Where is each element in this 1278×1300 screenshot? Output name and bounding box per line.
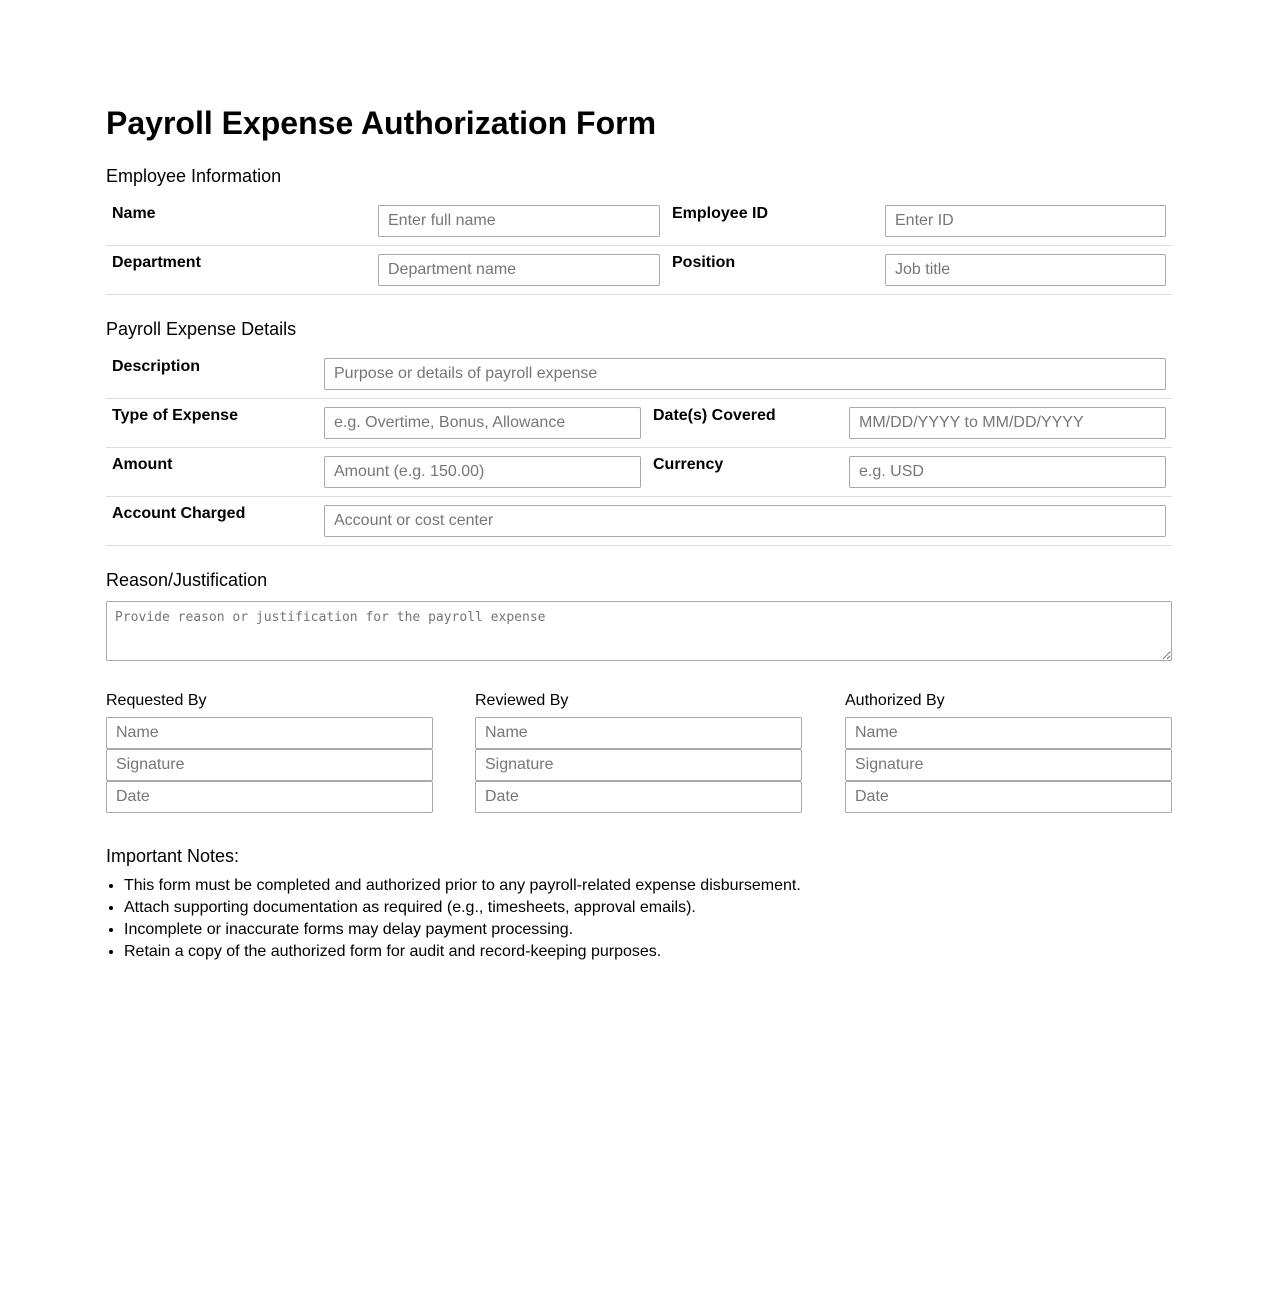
- authorized-by-heading: Authorized By: [845, 692, 945, 709]
- note-item: • Retain a copy of the authorized form for audit and record-keeping purposes.: [124, 941, 801, 963]
- employee-row-2: [106, 246, 1172, 295]
- dates-covered-input[interactable]: [849, 407, 1166, 439]
- reviewed-by-name-input[interactable]: [475, 717, 802, 749]
- description-label: Description: [112, 358, 201, 375]
- reviewed-by-block: [475, 692, 802, 813]
- description-input[interactable]: [324, 358, 1166, 390]
- expense-row-amount: [106, 448, 1172, 497]
- authorized-by-name-input[interactable]: [845, 717, 1172, 749]
- name-input[interactable]: [378, 205, 660, 237]
- page-title: Payroll Expense Authorization Form: [106, 105, 657, 141]
- notes-list: [106, 875, 801, 963]
- note-item: • This form must be completed and authorized prior to any payroll-related expense disbursement.: [124, 875, 801, 897]
- employee-id-label: Employee ID: [672, 205, 769, 222]
- expense-row-type: [106, 399, 1172, 448]
- account-charged-input[interactable]: [324, 505, 1166, 537]
- requested-by-block: [106, 692, 433, 813]
- reviewed-by-heading: Reviewed By: [475, 692, 569, 709]
- amount-input[interactable]: [324, 456, 641, 488]
- department-input[interactable]: [378, 254, 660, 286]
- employee-info-heading: Employee Information: [106, 166, 282, 186]
- requested-by-name-input[interactable]: [106, 717, 433, 749]
- authorized-by-block: [845, 692, 1172, 813]
- dates-covered-label: Date(s) Covered: [653, 407, 776, 424]
- position-input[interactable]: [885, 254, 1166, 286]
- reviewed-by-signature-input[interactable]: [475, 749, 802, 781]
- requested-by-heading: Requested By: [106, 692, 207, 709]
- note-item: • Incomplete or inaccurate forms may delay payment processing.: [124, 919, 801, 941]
- authorized-by-date-input[interactable]: [845, 781, 1172, 813]
- authorized-by-signature-input[interactable]: [845, 749, 1172, 781]
- expense-details-heading: Payroll Expense Details: [106, 319, 297, 339]
- notes-heading: Important Notes:: [106, 846, 240, 866]
- requested-by-date-input[interactable]: [106, 781, 433, 813]
- requested-by-signature-input[interactable]: [106, 749, 433, 781]
- name-label: Name: [112, 205, 156, 222]
- currency-input[interactable]: [849, 456, 1166, 488]
- type-of-expense-input[interactable]: [324, 407, 641, 439]
- amount-label: Amount: [112, 456, 173, 473]
- employee-id-input[interactable]: [885, 205, 1166, 237]
- note-item: • Attach supporting documentation as required (e.g., timesheets, approval emails).: [124, 897, 801, 919]
- position-label: Position: [672, 254, 736, 271]
- account-charged-label: Account Charged: [112, 505, 246, 522]
- type-of-expense-label: Type of Expense: [112, 407, 238, 424]
- employee-row-1: [106, 197, 1172, 246]
- reviewed-by-date-input[interactable]: [475, 781, 802, 813]
- expense-row-description: [106, 350, 1172, 399]
- expense-row-account: [106, 497, 1172, 546]
- currency-label: Currency: [653, 456, 724, 473]
- justification-heading: Reason/Justification: [106, 570, 268, 590]
- department-label: Department: [112, 254, 201, 271]
- justification-textarea[interactable]: [106, 601, 1172, 661]
